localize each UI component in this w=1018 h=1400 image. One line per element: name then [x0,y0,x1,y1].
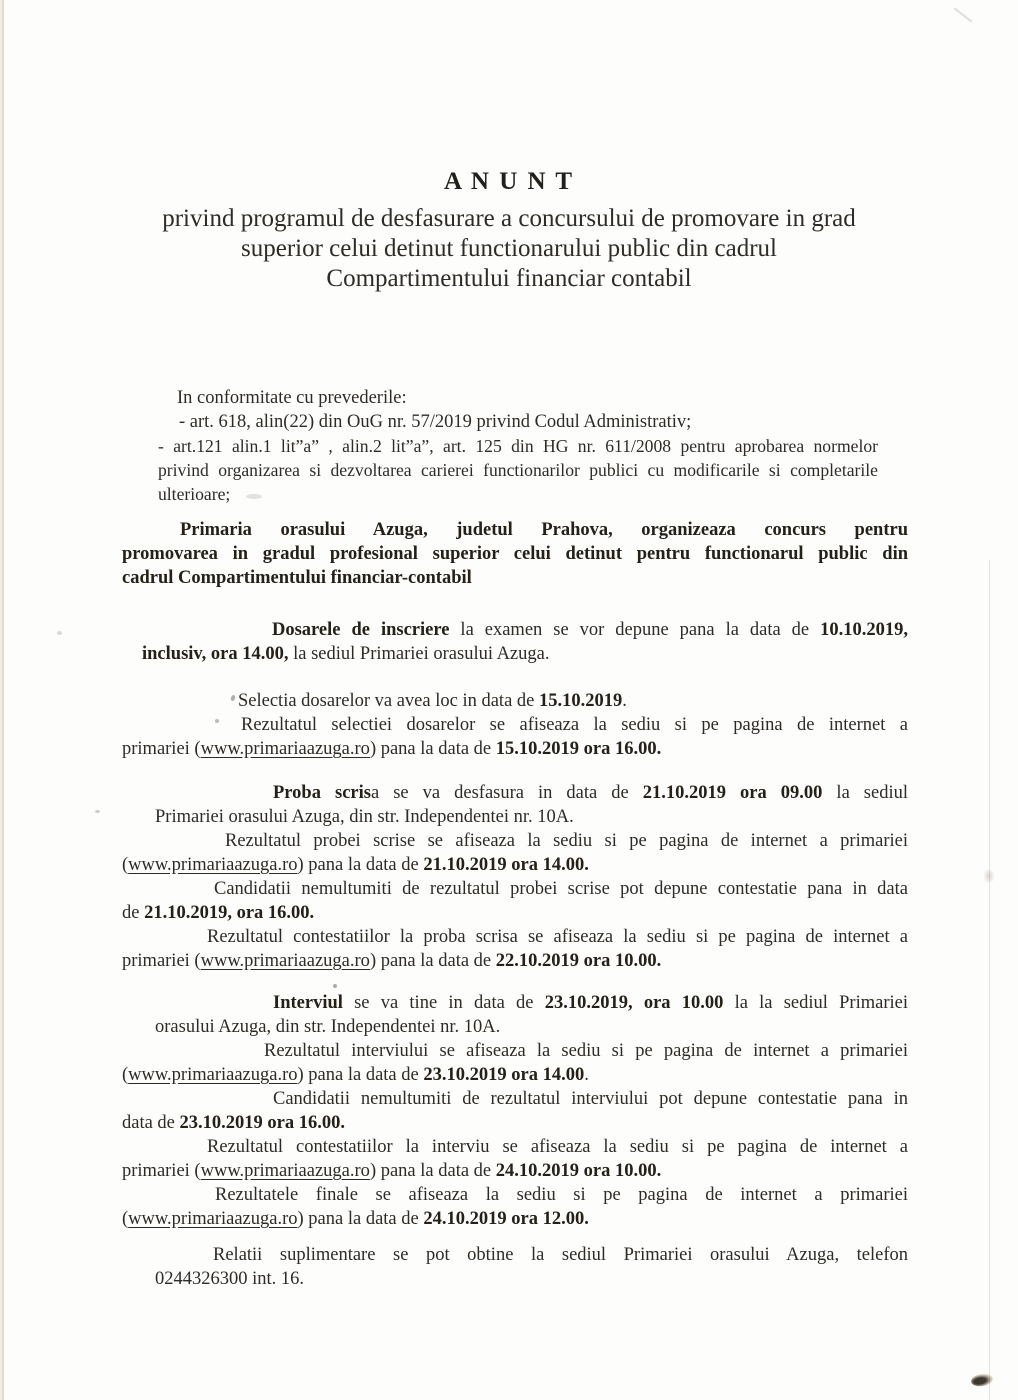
bold-text-run: 23.10.2019, ora 10.00 [544,993,724,1013]
text-line [122,518,908,542]
bold-text-run: inclusiv, ora 14.00, [142,644,289,664]
bold-text-run: Proba scris [273,783,371,803]
text-run: ( [122,1209,129,1229]
text-run: la sediul Primariei orasului Azuga. [288,644,550,664]
bold-text-run: promovarea in gradul profesional superior celui detinut pentru functionarul public din [122,544,908,564]
bold-text-run: Dosarele de inscriere [272,620,450,640]
text-line [122,829,908,853]
text-run: 0244326300 int. 16. [155,1269,305,1289]
scan-smudge-right [983,868,995,884]
text-line [122,901,908,925]
text-run: ) pana la data de [297,1065,424,1085]
link-url: www.primariaazuga.ro [128,1065,298,1085]
text-line [122,877,908,901]
scan-speck [333,984,337,988]
text-line [122,1015,908,1039]
paragraph-announcement [122,518,908,590]
bold-text-run: 22.10.2019 ora 10.00. [495,951,662,971]
text-line [122,1243,908,1267]
text-run: Rezultatul selectiei dosarelor se afiseaza la sediu si pe pagina de internet a [241,715,908,735]
text-line [122,1207,908,1231]
paragraph-dosare [122,618,908,666]
text-run: ( [122,1065,129,1085]
text-run: la examen se vor depune pana la data de [449,620,821,640]
text-run: . [622,691,627,711]
text-line [122,542,908,566]
link-url: www.primariaazuga.ro [128,1209,298,1229]
document-title: A N U N T [443,168,575,195]
text-run: ) pana la data de [369,951,496,971]
text-run: privind organizarea si dezvoltarea carierei functionarilor publici cu modificarile si completarile [158,460,878,480]
bold-text-run: 24.10.2019 ora 10.00. [495,1161,662,1181]
text-run: primariei ( [122,739,201,759]
text-line [122,1063,908,1087]
text-run: Primariei orasului Azuga, din str. Independentei nr. 10A. [155,807,574,827]
text-line [122,1087,908,1111]
document-subtitle [0,204,1018,294]
paragraph-relatii [122,1243,908,1291]
text-run: la la sediul Primariei [723,993,908,1013]
text-line [122,566,908,590]
text-line [122,737,908,761]
text-run: Rezultatul contestatiilor la proba scrisa se afiseaza la sediu si pe pagina de internet a [207,927,908,947]
paragraph-proba [122,781,908,973]
text-line [122,1159,908,1183]
text-run: - art.121 alin.1 lit”a” , alin.2 lit”a”, art. 125 din HG nr. 611/2008 pentru aprobarea normelor [158,436,878,456]
scan-speck [95,810,100,813]
subtitle-line: privind programul de desfasurare a concursului de promovare in grad [162,205,856,232]
text-run: Candidatii nemultumiti de rezultatul probei scrise pot depune contestatie pana in data [214,879,908,899]
text-line [122,781,908,805]
bold-text-run: 21.10.2019 ora 09.00 [642,783,823,803]
text-run: ) pana la data de [369,1161,496,1181]
scan-edge-left-line [2,0,4,1400]
text-run: primariei ( [122,951,201,971]
paragraph-interviu [122,991,908,1231]
text-run: la sediul [822,783,908,803]
subtitle-line: Compartimentului financiar contabil [326,265,692,292]
text-line [122,386,878,410]
bold-text-run: 15.10.2019 [539,691,623,711]
scan-speck [57,631,62,635]
bold-text-run: 15.10.2019 ora 16.00. [495,739,662,759]
text-run: se va tine in data de [342,993,545,1013]
text-run: Rezultatul interviului se afiseaza la sediu si pe pagina de internet a primariei [264,1041,908,1061]
text-run: data de [122,1113,180,1133]
text-run: Rezultatul probei scrise se afiseaza la sediu si pe pagina de internet a primariei [225,831,908,851]
text-run: Rezultatele finale se afiseaza la sediu si pe pagina de internet a primariei [215,1185,908,1205]
text-line [122,1183,908,1207]
text-line [122,618,908,642]
text-line [122,949,908,973]
text-line [122,1111,908,1135]
text-run: orasului Azuga, din str. Independentei nr. 10A. [155,1017,501,1037]
text-line [122,1039,908,1063]
text-run: In conformitate cu prevederile: [177,388,407,408]
text-run: Candidatii nemultumiti de rezultatul interviului pot depune contestatie pana in [273,1089,908,1109]
paragraph-legal [122,386,908,506]
text-run: a se va desfasura in data de [370,783,643,803]
document-body [122,386,908,1291]
bold-text-run: Primaria orasului Azuga, judetul Prahova, organizeaza concurs pentru [180,520,908,540]
ink-smudge-mark [970,1372,994,1388]
text-run: . [584,1065,589,1085]
text-run: primariei ( [122,1161,201,1181]
text-line [122,458,878,482]
link-url: www.primariaazuga.ro [128,855,298,875]
text-run: ) pana la data de [297,855,424,875]
subtitle-line: superior celui detinut functionarului public din cadrul [241,235,777,262]
text-run: ) pana la data de [369,739,496,759]
text-line [122,434,878,458]
bold-text-run: 23.10.2019 ora 16.00. [179,1113,345,1133]
link-url: www.primariaazuga.ro [200,951,370,971]
link-url: www.primariaazuga.ro [200,739,370,759]
text-line [122,1267,908,1291]
scan-edge-right-line [989,560,990,1400]
text-run: - art. 618, alin(22) din OuG nr. 57/2019 privind Codul Administrativ; [179,412,692,432]
text-run: Rezultatul contestatiilor la interviu se afiseaza la sediu si pe pagina de internet a [207,1137,908,1157]
bold-text-run: cadrul Compartimentului financiar-contabil [122,568,472,588]
bold-text-run: 21.10.2019 ora 14.00. [423,855,589,875]
text-run: Selectia dosarelor va avea loc in data de [238,691,539,711]
text-line [122,925,908,949]
text-line [122,991,908,1015]
text-line [122,713,908,737]
link-url: www.primariaazuga.ro [200,1161,370,1181]
text-run: ulterioare; [158,484,231,504]
bold-text-run: 24.10.2019 ora 12.00. [423,1209,589,1229]
text-line [122,410,878,434]
text-run: de [122,903,145,923]
bold-text-run: 23.10.2019 ora 14.00 [423,1065,585,1085]
bold-text-run: Interviul [273,993,343,1013]
text-line [122,853,908,877]
text-line [122,805,908,829]
text-run: Relatii suplimentare se pot obtine la sediul Primariei orasului Azuga, telefon [213,1245,908,1265]
text-line [122,482,878,506]
text-line [122,1135,908,1159]
document-header [0,0,1018,294]
scan-speck [215,719,219,723]
text-run: ) pana la data de [297,1209,424,1229]
text-run: ( [122,855,129,875]
text-line [122,689,908,713]
text-line [122,642,908,666]
paragraph-selectie [122,689,908,761]
bold-text-run: 10.10.2019, [820,620,908,640]
bold-text-run: 21.10.2019, ora 16.00. [144,903,315,923]
scan-speck [246,494,262,499]
